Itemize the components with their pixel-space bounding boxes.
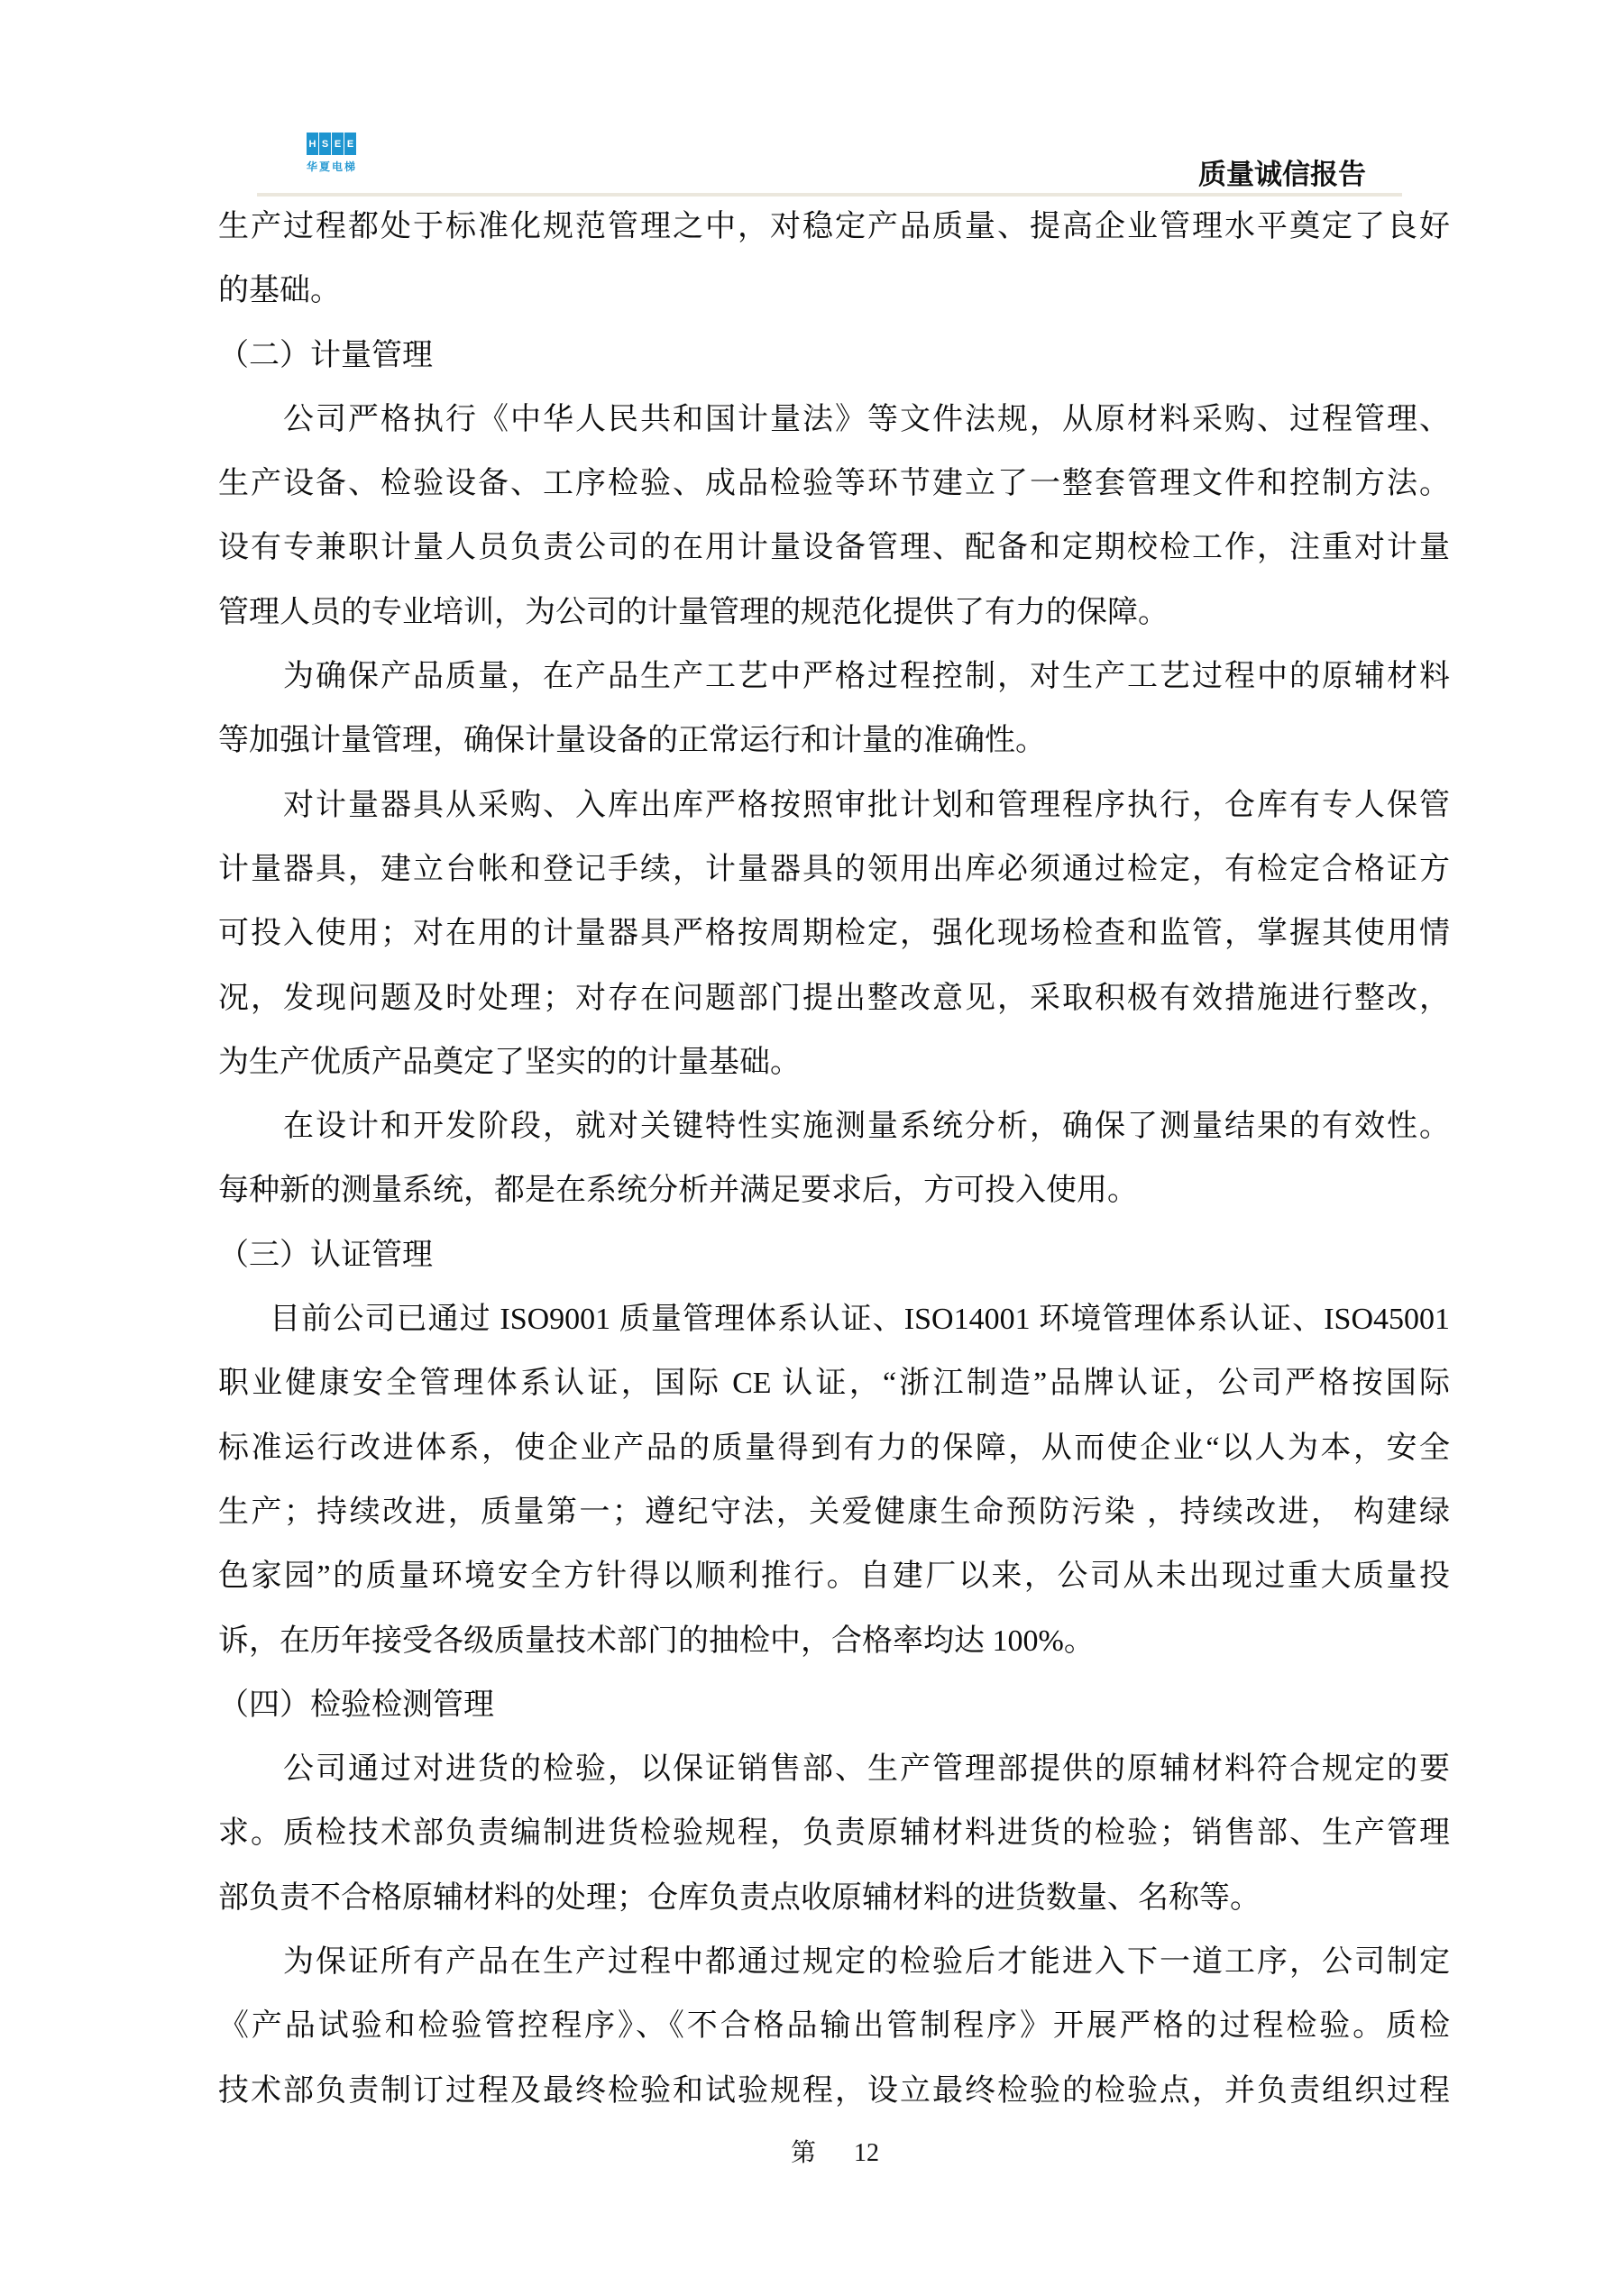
text-line: 为保证所有产品在生产过程中都通过规定的检验后才能进入下一道工序，公司制定: [283, 1945, 1450, 1980]
text-line: （三）认证管理: [218, 1238, 433, 1272]
text-line: 技术部负责制订过程及最终检验和试验规程，设立最终检验的检验点，并负责组织过程: [218, 2073, 1450, 2108]
footer-page-number: 12: [854, 2139, 880, 2167]
text-line: 为确保产品质量，在产品生产工艺中严格过程控制，对生产工艺过程中的原辅材料: [283, 660, 1450, 694]
text-line: （二）计量管理: [218, 338, 433, 372]
logo-subtitle: 华夏电梯: [307, 160, 358, 173]
text-line: 公司严格执行《中华人民共和国计量法》等文件法规，从原材料采购、过程管理、: [283, 402, 1450, 436]
logo-letter-tile: E: [344, 133, 356, 155]
text-line: 等加强计量管理，确保计量设备的正常运行和计量的准确性。: [218, 724, 1046, 758]
text-line: 可投入使用；对在用的计量器具严格按周期检定，强化现场检查和监管，掌握其使用情: [218, 917, 1450, 951]
text-line: 在设计和开发阶段，就对关键特性实施测量系统分析，确保了测量结果的有效性。: [283, 1110, 1450, 1144]
text-line: 计量器具，建立台帐和登记手续，计量器具的领用出库必须通过检定，有检定合格证方: [218, 852, 1450, 886]
footer-prefix: 第: [791, 2139, 817, 2167]
page-footer: [791, 2133, 879, 2169]
text-line: 《产品试验和检验管控程序》、《不合格品输出管制程序》开展严格的过程检验。质检: [218, 2009, 1450, 2044]
text-line: 部负责不合格原辅材料的处理；仓库负责点收原辅材料的进货数量、名称等。: [218, 1880, 1261, 1915]
text-line: 色家园”的质量环境安全方针得以顺利推行。自建厂以来，公司从未出现过重大质量投: [218, 1560, 1450, 1594]
text-line: 对计量器具从采购、入库出库严格按照审批计划和管理程序执行，仓库有专人保管: [283, 788, 1450, 822]
text-line: 公司通过对进货的检验，以保证销售部、生产管理部提供的原辅材料符合规定的要: [283, 1752, 1450, 1787]
text-line: 况，发现问题及时处理；对存在问题部门提出整改意见，采取积极有效措施进行整改，: [218, 981, 1450, 1015]
text-line: 的基础。: [218, 274, 341, 308]
text-line: 管理人员的专业培训，为公司的计量管理的规范化提供了有力的保障。: [218, 595, 1169, 629]
text-line: 设有专兼职计量人员负责公司的在用计量设备管理、配备和定期校检工作，注重对计量: [218, 531, 1450, 565]
text-line: 职业健康安全管理体系认证，国际 CE 认证，“浙江制造”品牌认证，公司严格按国际: [218, 1367, 1450, 1401]
text-line: 目前公司已通过 ISO9001 质量管理体系认证、ISO14001 环境管理体系认证、ISO45001: [270, 1303, 1450, 1337]
text-line: 求。质检技术部负责编制进货检验规程，负责原辅材料进货的检验；销售部、生产管理: [218, 1816, 1450, 1851]
text-line: 生产设备、检验设备、工序检验、成品检验等环节建立了一整套管理文件和控制方法。: [218, 467, 1450, 501]
logo-tiles: [307, 133, 357, 155]
text-line: 标准运行改进体系，使企业产品的质量得到有力的保障，从而使企业“以人为本，安全: [218, 1431, 1450, 1465]
text-line: （四）检验检测管理: [218, 1688, 494, 1722]
text-line: 为生产优质产品奠定了坚实的的计量基础。: [218, 1045, 801, 1079]
text-line: 生产；持续改进，质量第一；遵纪守法，关爱健康生命预防污染 ，持续改进， 构建绿: [218, 1495, 1450, 1529]
text-line: 生产过程都处于标准化规范管理之中，对稳定产品质量、提高企业管理水平奠定了良好: [218, 210, 1450, 243]
text-line: 诉，在历年接受各级质量技术部门的抽检中，合格率均达 100%。: [218, 1624, 1095, 1658]
logo-letter-tile: S: [319, 133, 331, 155]
logo-letter-tile: H: [307, 133, 318, 155]
page-header-title: 质量诚信报告: [1198, 159, 1366, 190]
company-logo: [307, 133, 357, 174]
logo-letter-tile: E: [332, 133, 344, 155]
body-text: [218, 195, 1450, 2123]
text-line: 每种新的测量系统，都是在系统分析并满足要求后，方可投入使用。: [218, 1174, 1138, 1208]
